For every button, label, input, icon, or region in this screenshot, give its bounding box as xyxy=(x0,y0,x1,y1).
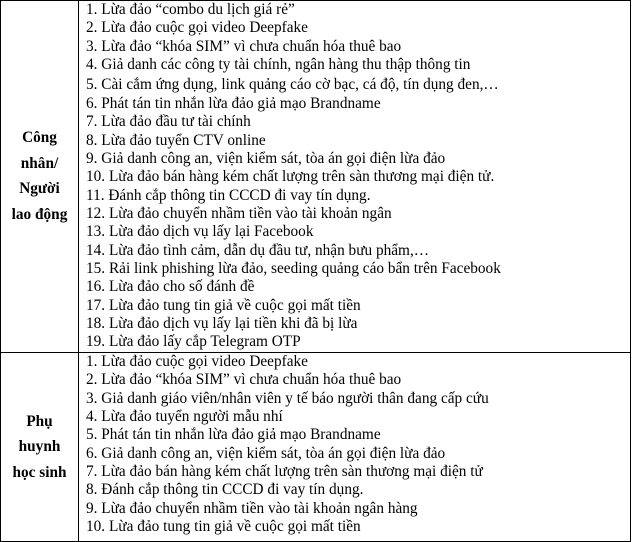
list-item: 1. Lừa đảo “combo du lịch giá rẻ” xyxy=(86,1,295,18)
list-item: 3. Giả danh giáo viên/nhân viên y tế báo người thân đang cấp cứu xyxy=(86,389,489,407)
list-item: 5. Phát tán tin nhắn lừa đảo giả mạo Brandname xyxy=(86,426,381,444)
list-item: 6. Giả danh công an, viện kiểm sát, tòa án gọi điện lừa đảo xyxy=(86,444,446,462)
group-label-line: lao động xyxy=(11,205,68,223)
group-label-line: Công xyxy=(22,129,57,147)
list-item: 1. Lừa đảo cuộc gọi video Deepfake xyxy=(86,352,308,370)
list-item: 2. Lừa đảo cuộc gọi video Deepfake xyxy=(86,19,308,37)
items-cell-workers xyxy=(79,1,631,353)
list-item: 3. Lừa đảo “khóa SIM” vì chưa chuẩn hóa thuê bao xyxy=(86,37,402,55)
table-row-workers xyxy=(1,1,631,353)
list-item: 17. Lừa đảo tung tin giả về cuộc gọi mất tiền xyxy=(86,296,361,314)
group-label-line: Phụ xyxy=(26,412,53,430)
list-item: 4. Giả danh các công ty tài chính, ngân hàng thu thập thông tin xyxy=(86,56,471,74)
table-row-parents xyxy=(1,352,631,541)
group-label-line: nhân/ xyxy=(20,154,59,172)
list-item: 14. Lừa đảo tình cảm, dẫn dụ đầu tư, nhận bưu phẩm,… xyxy=(86,241,430,259)
list-item: 5. Cài cắm ứng dụng, link quảng cáo cờ bạc, cá độ, tín dụng đen,… xyxy=(86,76,499,94)
list-item: 9. Lừa đảo chuyển nhầm tiền vào tài khoản ngân hàng xyxy=(86,499,418,517)
list-item: 19. Lừa đảo lấy cắp Telegram OTP xyxy=(86,333,301,351)
list-item: 13. Lừa đảo dịch vụ lấy lại Facebook xyxy=(86,223,314,241)
list-item: 2. Lừa đảo “khóa SIM” vì chưa chuẩn hóa thuê bao xyxy=(86,371,402,389)
list-item: 4. Lừa đảo tuyển người mẫu nhí xyxy=(86,407,283,425)
list-item: 6. Phát tán tin nhắn lừa đảo giả mạo Brandname xyxy=(86,94,381,112)
list-item: 11. Đánh cắp thông tin CCCD đi vay tín dụng. xyxy=(86,186,371,204)
group-label-line: học sinh xyxy=(12,463,67,481)
list-item: 18. Lừa đảo dịch vụ lấy lại tiền khi đã bị lừa xyxy=(86,315,358,333)
list-item: 10. Lừa đảo tung tin giả về cuộc gọi mất tiền xyxy=(86,518,361,536)
list-item: 7. Lừa đảo đầu tư tài chính xyxy=(86,113,251,131)
list-item: 8. Đánh cắp thông tin CCCD đi vay tín dụng. xyxy=(86,481,364,499)
group-label-parents xyxy=(1,352,79,541)
list-item: 15. Rải link phishing lừa đảo, seeding quảng cáo bẩn trên Facebook xyxy=(86,260,501,278)
list-item: 9. Giả danh công an, viện kiểm sát, tòa án gọi điện lừa đảo xyxy=(86,149,446,167)
list-item: 8. Lừa đảo tuyển CTV online xyxy=(86,131,266,149)
list-item: 7. Lừa đảo bán hàng kém chất lượng trên sàn thương mại điện tử xyxy=(86,462,483,480)
list-item: 10. Lừa đảo bán hàng kém chất lượng trên sàn thương mại điện tử. xyxy=(86,168,495,186)
group-label-workers xyxy=(1,1,79,353)
list-item: 12. Lừa đảo chuyển nhầm tiền vào tài khoản ngân xyxy=(86,204,392,222)
group-label-line: huynh xyxy=(18,438,61,456)
group-label-line: Người xyxy=(19,180,60,198)
items-cell-parents xyxy=(79,352,631,541)
list-item: 16. Lừa đảo cho số đánh đề xyxy=(86,278,255,296)
